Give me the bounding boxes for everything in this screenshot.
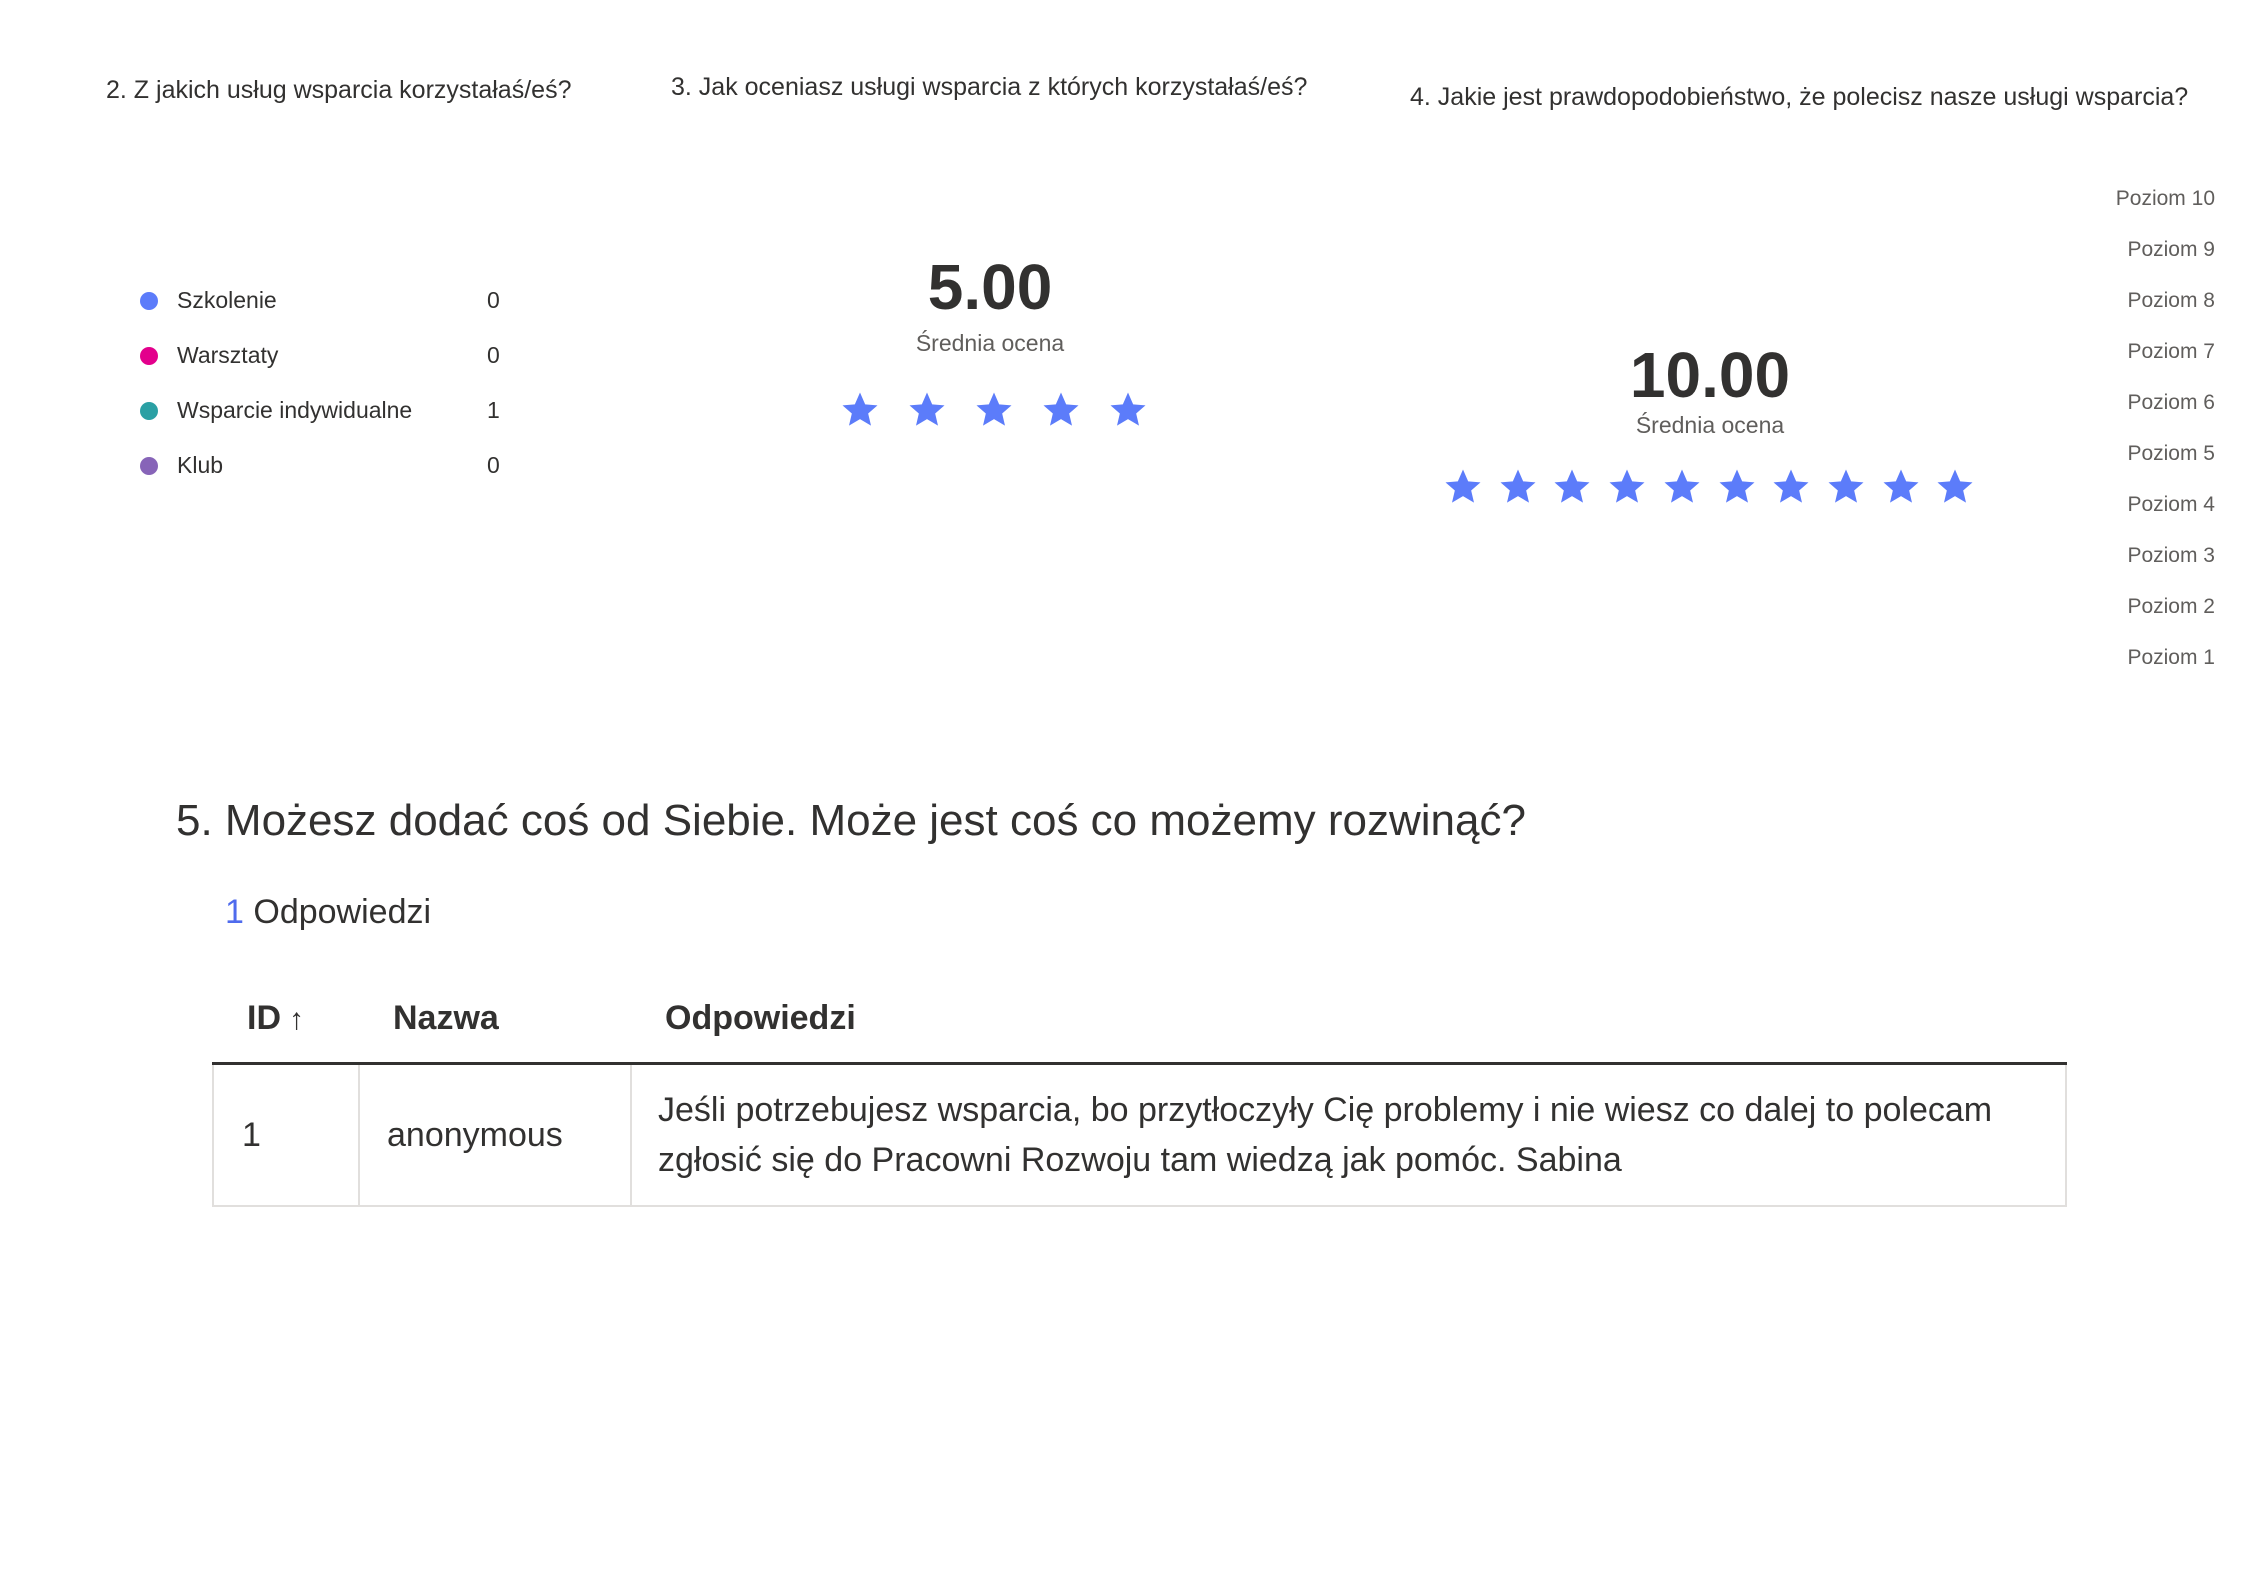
level-label: Poziom 10	[2115, 187, 2215, 210]
legend-dot-icon	[140, 402, 158, 420]
star-icon	[1041, 390, 1081, 430]
column-header-answer[interactable]: Odpowiedzi	[631, 974, 2066, 1064]
q5-response-count	[225, 893, 431, 932]
star-icon	[1443, 467, 1483, 507]
q5-title: 5. Możesz dodać coś od Siebie. Może jest coś co możemy rozwinąć?	[176, 796, 1526, 845]
table-row[interactable]	[213, 1064, 2066, 1207]
column-header-id-label: ID	[247, 998, 281, 1037]
legend-item-wsparcie-indywidualne[interactable]	[138, 396, 508, 426]
star-icon	[1771, 467, 1811, 507]
level-label: Poziom 9	[2127, 238, 2215, 261]
star-icon	[1552, 467, 1592, 507]
legend-label: Wsparcie indywidualne	[177, 397, 413, 423]
legend-label: Szkolenie	[177, 287, 277, 313]
q4-average-label: Średnia ocena	[1635, 412, 1785, 438]
star-icon	[1826, 467, 1866, 507]
response-count-number: 1	[225, 893, 244, 931]
legend-label: Klub	[177, 452, 224, 478]
level-label: Poziom 5	[2127, 442, 2215, 465]
level-label: Poziom 4	[2127, 493, 2215, 516]
level-label: Poziom 7	[2127, 340, 2215, 363]
cell-answer: Jeśli potrzebujesz wsparcia, bo przytłoczyły Cię problemy i nie wiesz co dalej to polecam zgłosić się do Pracowni Rozwoju tam wiedzą jak pomóc. Sabina	[631, 1064, 2066, 1207]
level-label: Poziom 6	[2127, 391, 2215, 414]
star-icon	[907, 390, 947, 430]
responses-table	[212, 974, 2067, 1207]
legend-item-klub[interactable]	[138, 451, 508, 481]
q3-average-label: Średnia ocena	[915, 330, 1065, 356]
q2-title: 2. Z jakich usług wsparcia korzystałaś/eś?	[106, 76, 572, 104]
q4-title: 4. Jakie jest prawdopodobieństwo, że polecisz nasze usługi wsparcia?	[1410, 83, 2189, 111]
legend-count: 0	[487, 287, 500, 313]
star-icon	[1881, 467, 1921, 507]
cell-id: 1	[213, 1064, 359, 1207]
q4-average-value: 10.00	[1629, 339, 1791, 411]
q3-title: 3. Jak oceniasz usługi wsparcia z których korzystałaś/eś?	[671, 73, 1308, 101]
response-count-label: Odpowiedzi	[253, 893, 432, 931]
star-icon	[1108, 390, 1148, 430]
level-label: Poziom 2	[2127, 595, 2215, 618]
star-icon	[840, 390, 880, 430]
legend-count: 0	[487, 342, 500, 368]
level-label: Poziom 3	[2127, 544, 2215, 567]
star-icon	[974, 390, 1014, 430]
legend-item-warsztaty[interactable]	[138, 341, 508, 371]
sort-ascending-icon[interactable]: ↑	[289, 1002, 304, 1036]
table-header-row	[213, 974, 2066, 1064]
legend-item-szkolenie[interactable]	[138, 286, 508, 316]
level-label: Poziom 8	[2127, 289, 2215, 312]
cell-name: anonymous	[359, 1064, 631, 1207]
column-header-id[interactable]	[213, 974, 359, 1064]
star-icon	[1717, 467, 1757, 507]
legend-dot-icon	[140, 292, 158, 310]
legend-dot-icon	[140, 347, 158, 365]
star-icon	[1662, 467, 1702, 507]
star-icon	[1607, 467, 1647, 507]
legend-count: 0	[487, 452, 500, 478]
star-icon	[1498, 467, 1538, 507]
column-header-name[interactable]: Nazwa	[359, 974, 631, 1064]
star-icon	[1935, 467, 1975, 507]
level-label: Poziom 1	[2127, 646, 2215, 669]
legend-dot-icon	[140, 457, 158, 475]
legend-count: 1	[487, 397, 500, 423]
legend-label: Warsztaty	[177, 342, 279, 368]
q3-average-value: 5.00	[927, 251, 1053, 323]
